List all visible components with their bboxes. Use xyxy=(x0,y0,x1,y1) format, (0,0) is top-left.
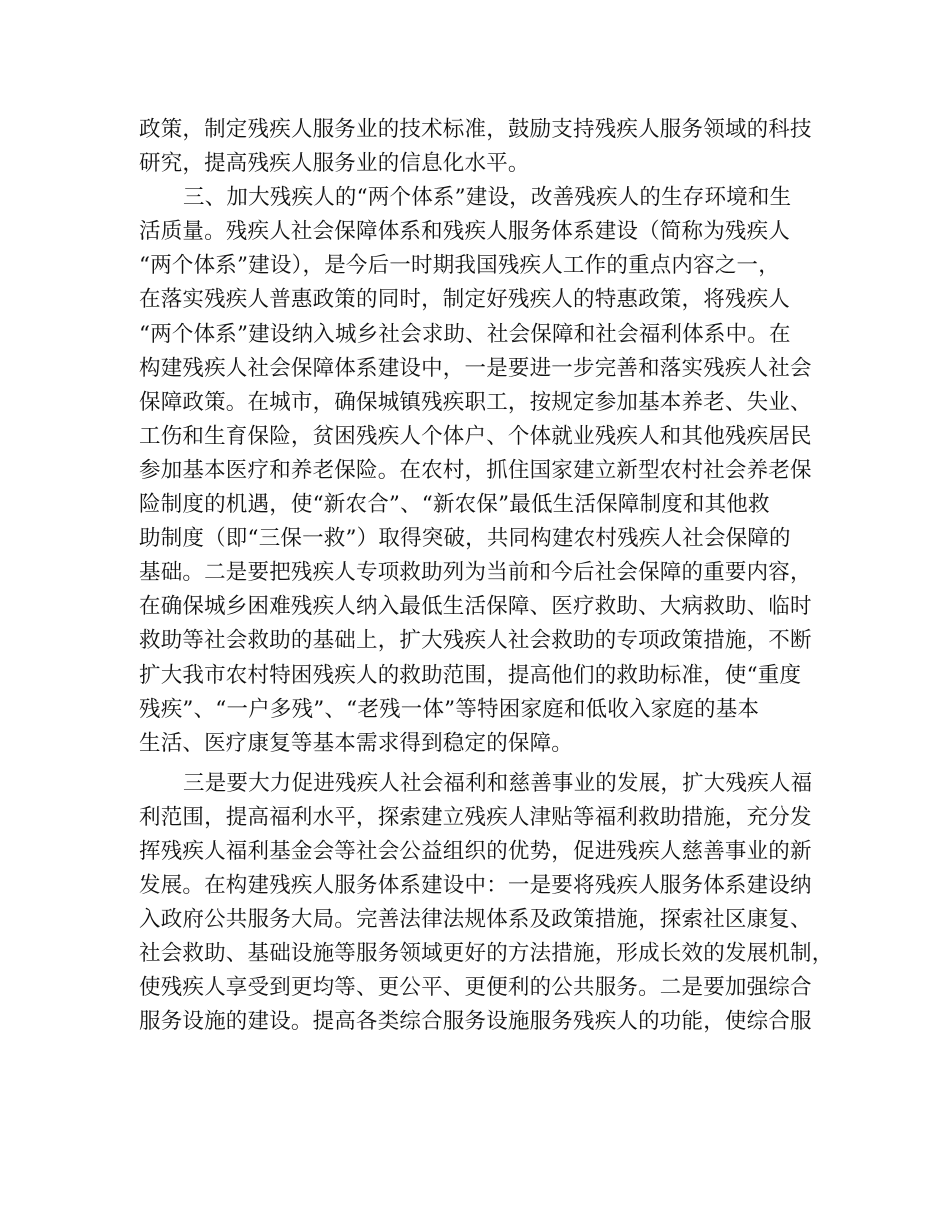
text-line: 工伤和生育保险，贫困残疾人个体户、个体就业残疾人和其他残疾居民 xyxy=(139,423,812,449)
text-line: 基础。二是要把残疾人专项救助列为当前和今后社会保障的重要内容， xyxy=(139,560,812,586)
text-line: 发展。在构建残疾人服务体系建设中：一是要将残疾人服务体系建设纳 xyxy=(139,873,812,899)
text-line: 险制度的机遇，使“新农合”、“新农保”最低生活保障制度和其他救 xyxy=(139,492,770,518)
text-line: 生活、医疗康复等基本需求得到稳定的保障。 xyxy=(139,730,574,756)
text-line: 活质量。残疾人社会保障体系和残疾人服务体系建设（简称为残疾人 xyxy=(139,219,791,245)
body-text xyxy=(139,113,834,1040)
text-line: 助制度（即“三保一救”）取得突破，共同构建农村残疾人社会保障的 xyxy=(139,526,791,552)
text-line: 使残疾人享受到更均等、更公平、更便利的公共服务。二是要加强综合 xyxy=(139,975,812,1001)
text-line: 服务设施的建设。提高各类综合服务设施服务残疾人的功能，使综合服 xyxy=(139,1009,812,1035)
text-line: “两个体系”建设），是今后一时期我国残疾人工作的重点内容之一， xyxy=(139,253,780,279)
paragraph-start-line: 三是要大力促进残疾人社会福利和慈善事业的发展，扩大残疾人福 xyxy=(183,770,813,796)
text-line: 扩大我市农村特困残疾人的救助范围，提高他们的救助标准，使“重度 xyxy=(139,662,802,688)
text-line: 社会救助、基础设施等服务领域更好的方法措施，形成长效的发展机制， xyxy=(139,941,834,967)
text-line: 构建残疾人社会保障体系建设中，一是要进一步完善和落实残疾人社会 xyxy=(139,355,812,381)
text-line: 参加基本医疗和养老保险。在农村，抓住国家建立新型农村社会养老保 xyxy=(139,457,812,483)
text-line: 利范围，提高福利水平，探索建立残疾人津贴等福利救助措施，充分发 xyxy=(139,804,812,830)
text-line: 挥残疾人福利基金会等社会公益组织的优势，促进残疾人慈善事业的新 xyxy=(139,838,812,864)
text-line: 保障政策。在城市，确保城镇残疾职工，按规定参加基本养老、失业、 xyxy=(139,389,812,415)
text-line: 在确保城乡困难残疾人纳入最低生活保障、医疗救助、大病救助、临时 xyxy=(139,594,812,620)
text-line: 在落实残疾人普惠政策的同时，制定好残疾人的特惠政策，将残疾人 xyxy=(139,287,791,313)
text-line: 研究，提高残疾人服务业的信息化水平。 xyxy=(139,151,530,177)
text-line: 残疾”、“一户多残”、“老残一体”等特困家庭和低收入家庭的基本 xyxy=(139,696,760,722)
paragraph-start-line: 三、加大残疾人的“两个体系”建设，改善残疾人的生存环境和生 xyxy=(183,185,792,211)
text-line: 救助等社会救助的基础上，扩大残疾人社会救助的专项政策措施，不断 xyxy=(139,628,812,654)
text-line: 入政府公共服务大局。完善法律法规体系及政策措施，探索社区康复、 xyxy=(139,907,812,933)
text-line: 政策，制定残疾人服务业的技术标准，鼓励支持残疾人服务领域的科技 xyxy=(139,117,812,142)
text-line: “两个体系”建设纳入城乡社会求助、社会保障和社会福利体系中。在 xyxy=(139,321,791,347)
